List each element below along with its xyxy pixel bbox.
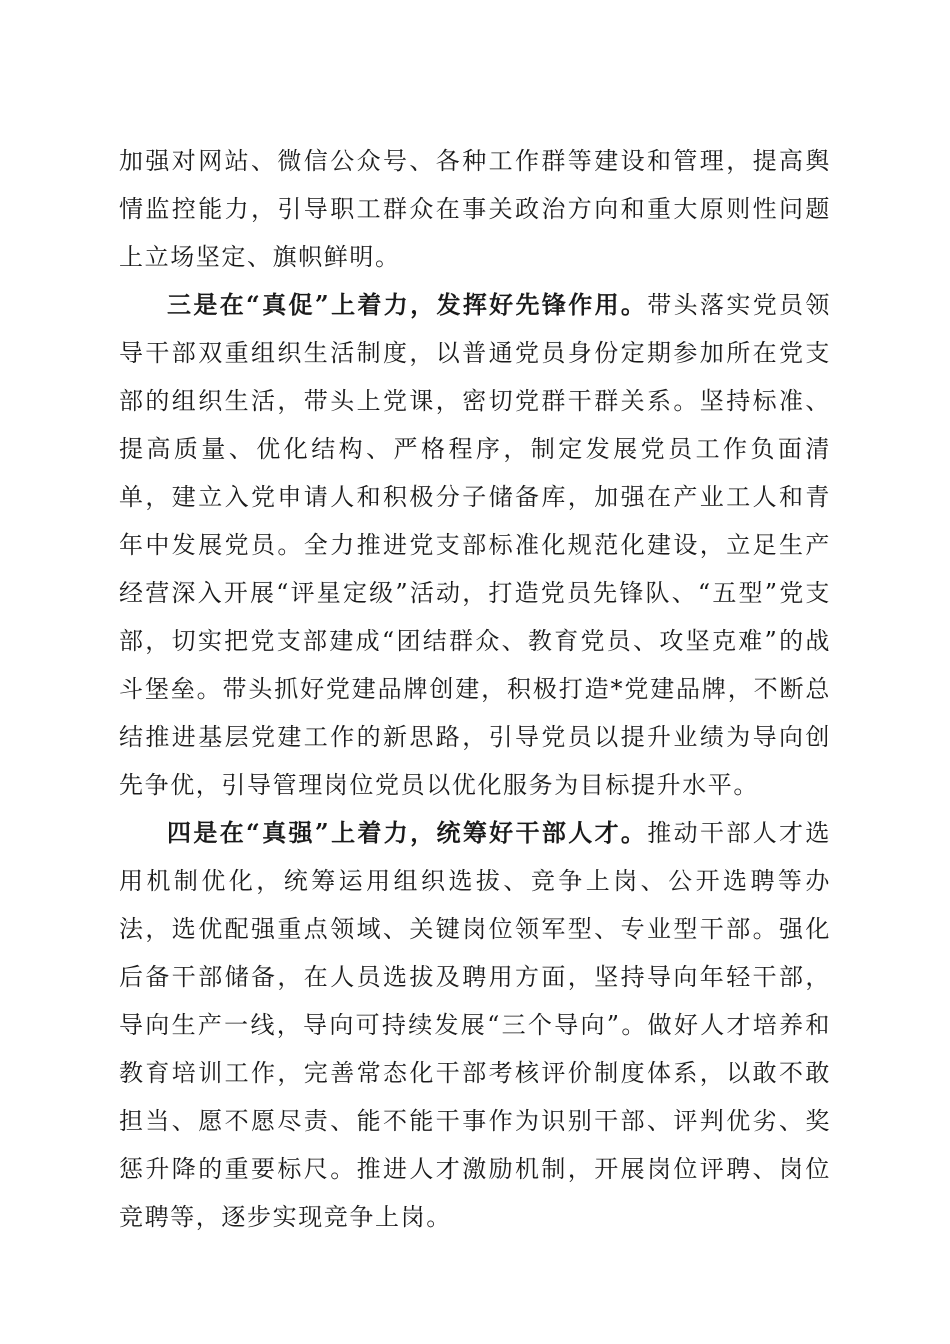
paragraph-text: 加强对网站、微信公众号、各种工作群等建设和管理，提高舆情监控能力，引导职工群众在事关政治方向和重大原则性问题上立场坚定、旗帜鲜明。: [119, 147, 831, 271]
paragraph-continued: [119, 137, 831, 281]
paragraph-section-three: [119, 281, 831, 809]
paragraph-section-four: [119, 809, 831, 1241]
section-four-text: 推动干部人才选用机制优化，统筹运用组织选拔、竞争上岗、公开选聘等办法，选优配强重点领域、关键岗位领军型、专业型干部。强化后备干部储备，在人员选拔及聘用方面，坚持导向年轻干部，导向生产一线，导向可持续发展“三个导向”。做好人才培养和教育培训工作，完善常态化干部考核评价制度体系，以敢不敢担当、愿不愿尽责、能不能干事作为识别干部、评判优劣、奖惩升降的重要标尺。推进人才激励机制，开展岗位评聘、岗位竞聘等，逐步实现竞争上岗。: [119, 819, 832, 1231]
section-four-heading: 四是在“真强”上着力，统筹好干部人才。: [167, 818, 648, 847]
section-three-text: 带头落实党员领导干部双重组织生活制度，以普通党员身份定期参加所在党支部的组织生活，带头上党课，密切党群干群关系。坚持标准、提高质量、优化结构、严格程序，制定发展党员工作负面清单，建立入党申请人和积极分子储备库，加强在产业工人和青年中发展党员。全力推进党支部标准化规范化建设，立足生产经营深入开展“评星定级”活动，打造党员先锋队、“五型”党支部，切实把党支部建成“团结群众、教育党员、攻坚克难”的战斗堡垒。带头抓好党建品牌创建，积极打造*党建品牌，不断总结推进基层党建工作的新思路，引导党员以提升业绩为导向创先争优，引导管理岗位党员以优化服务为目标提升水平。: [119, 291, 832, 799]
section-three-heading: 三是在“真促”上着力，发挥好先锋作用。: [167, 290, 648, 319]
document-body: [119, 137, 831, 1241]
